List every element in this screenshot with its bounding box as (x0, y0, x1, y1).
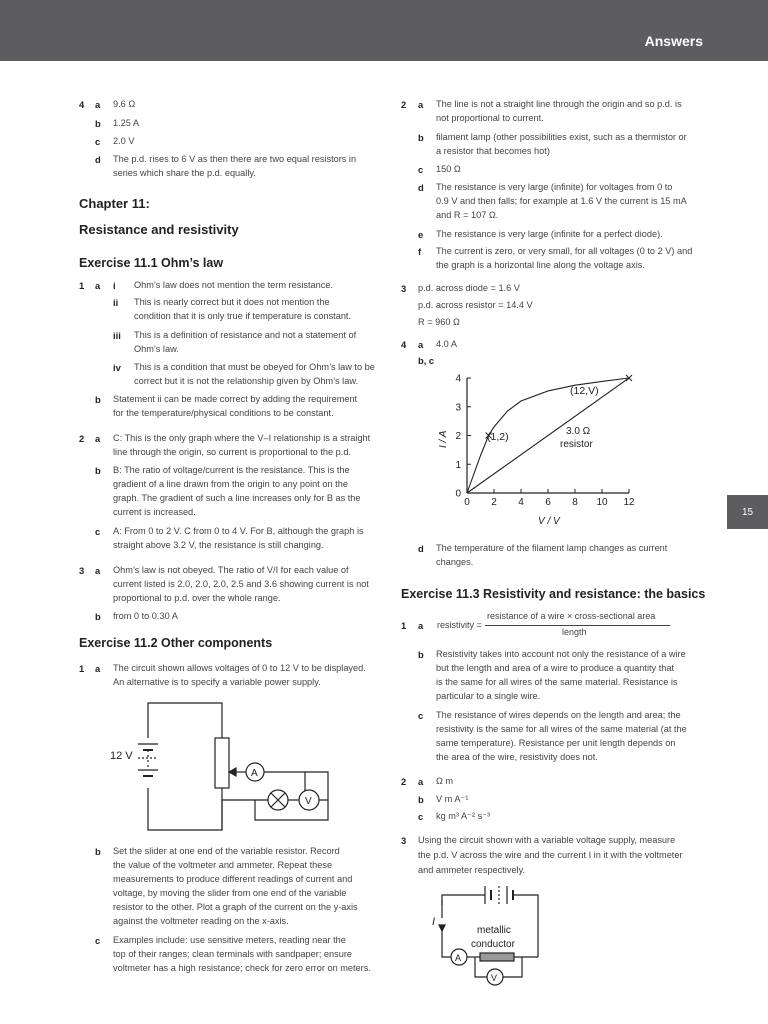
metallic-conductor (480, 953, 514, 961)
point-label-12v: (12,V) (570, 385, 599, 397)
answer-text: particular to a single wire. (436, 691, 541, 701)
answer-text: resistivity is the same for all wires of the same material (at the (436, 724, 687, 734)
part-label: c (95, 935, 101, 946)
subpart-label: iii (113, 330, 121, 341)
part-label: a (95, 99, 101, 110)
part-label: b (418, 132, 424, 143)
resistance-annotation: 3.0 Ω (566, 426, 591, 437)
answer-text: p.d. across resistor = 14.4 V (418, 300, 533, 310)
exercise-heading: Exercise 11.3 Resistivity and resistance: the basics (401, 587, 706, 601)
answer-text: 2.0 V (113, 136, 135, 146)
answer-text: The temperature of the filament lamp changes as current (436, 543, 668, 553)
answer-text: not proportional to current. (436, 113, 544, 123)
resistor-annotation: resistor (560, 439, 593, 450)
fraction-bar (485, 625, 670, 626)
exercise-heading: Exercise 11.1 Ohm’s law (79, 256, 224, 270)
answer-text: line through the origin, so current is proportional to the p.d. (113, 447, 351, 457)
answer-text: resistor to the other. Plot a graph of the current on the y-axis (113, 902, 358, 912)
answer-text: kg m³ A⁻² s⁻³ (436, 811, 491, 821)
question-number: 2 (79, 433, 85, 444)
question-number: 1 (401, 620, 407, 631)
answer-text: Statement ii can be made correct by adding the requirement (113, 394, 358, 404)
answer-text: Resistivity takes into account not only the resistance of a wire (436, 649, 686, 659)
circuit-wire (222, 800, 268, 830)
answer-text: straight above 3.2 V, the resistance is still changing. (113, 540, 324, 550)
answer-text: C: This is the only graph where the V–I relationship is a straight (113, 433, 371, 443)
slider-arrowhead (229, 768, 236, 776)
answer-text: The resistance of wires depends on the length and area; the (436, 710, 681, 720)
question-number: 3 (79, 565, 85, 576)
subpart-label: ii (113, 297, 119, 308)
answer-text: Examples include: use sensitive meters, reading near the (113, 935, 346, 945)
part-label: b (418, 649, 424, 660)
circuit-wire (148, 788, 222, 830)
answer-text: Set the slider at one end of the variable resistor. Record (113, 846, 340, 856)
question-number: 1 (79, 280, 85, 291)
chapter-subtitle: Resistance and resistivity (79, 222, 239, 237)
part-label: a (95, 663, 101, 674)
question-number: 4 (79, 99, 85, 110)
answer-text: correct but it is not the relationship given by Ohm’s law. (134, 376, 359, 386)
part-label: a (418, 339, 424, 350)
part-label: a (418, 776, 424, 787)
part-label: b (95, 118, 101, 129)
answer-text: This is a definition of resistance and not a statement of (134, 330, 357, 340)
answer-text: the graph is a horizontal line along the voltage axis. (436, 260, 645, 270)
answer-text: B: The ratio of voltage/current is the resistance. This is the (113, 465, 350, 475)
answer-text: graph. The gradient of such a line increases only for B as the (113, 493, 361, 503)
answer-text: The current is zero, or very small, for all voltages (0 to 2 V) and (436, 246, 693, 256)
battery-label: 12 V (110, 750, 133, 762)
x-axis-label: V / V (538, 516, 560, 527)
part-label: e (418, 229, 424, 240)
part-label: c (95, 526, 101, 537)
circuit-wire (442, 949, 451, 957)
answer-text: top of their ranges; clean terminals with sandpaper; ensure (113, 949, 353, 959)
formula-lhs: resistivity = (437, 620, 482, 630)
subpart-label: iv (113, 362, 121, 373)
current-arrow (439, 925, 445, 931)
answer-text: measurements to produce different readings of current and (113, 874, 353, 884)
chapter-title: Chapter 11: (79, 196, 150, 211)
conductor-label: metallic (477, 925, 511, 936)
formula-denominator: length (562, 627, 587, 637)
answer-text: The line is not a straight line through the origin and so p.d. is (436, 99, 682, 109)
answer-text: 9.6 Ω (113, 99, 136, 109)
answer-text: The p.d. rises to 6 V as then there are two equal resistors in (113, 154, 357, 164)
answer-text: the area of the wire, resistivity does not. (436, 752, 598, 762)
voltmeter-label: V (305, 796, 312, 807)
answer-text: changes. (436, 557, 474, 567)
answer-text: 0.9 V and then falls; for example at 1.6 V the current is 15 mA (436, 196, 687, 206)
part-label: b (95, 465, 101, 476)
answer-text: proportional to p.d. over the whole range. (113, 593, 281, 603)
answer-text: the value of the voltmeter and ammeter. Repeat these (113, 860, 333, 870)
ammeter-label: A (455, 953, 462, 963)
part-label: d (418, 182, 424, 193)
answer-text: is the same for all wires of the same material. Resistance is (436, 677, 678, 687)
answer-text: This is a condition that must be obeyed for Ohm’s law to be (134, 362, 375, 372)
answer-text: R = 960 Ω (418, 317, 460, 327)
part-label: d (95, 154, 101, 165)
answer-text: but the length and area of a wire to produce a quantity that (436, 663, 675, 673)
variable-resistor (215, 738, 229, 788)
answer-text: V m A⁻¹ (436, 794, 469, 804)
x-tick-label: 8 (572, 497, 578, 508)
resistivity-circuit (430, 880, 550, 990)
answer-text: The circuit shown allows voltages of 0 to 12 V to be displayed. (113, 663, 366, 673)
answer-text: series which share the p.d. equally. (113, 168, 256, 178)
exercise-heading: Exercise 11.2 Other components (79, 636, 273, 650)
answer-text: for the temperature/physical conditions to be constant. (113, 408, 334, 418)
chart-ticks (455, 374, 635, 509)
answer-text: The resistance is very large (infinite) for voltages from 0 to (436, 182, 673, 192)
answer-text: and ammeter respectively. (418, 865, 526, 875)
circuit-wire (513, 895, 538, 957)
question-number: 3 (401, 283, 407, 294)
part-label: a (418, 99, 424, 110)
part-label: b, c (418, 355, 435, 366)
part-label: c (418, 164, 424, 175)
part-label: c (95, 136, 101, 147)
part-label: a (95, 433, 101, 444)
answer-text: current is increased. (113, 507, 196, 517)
y-tick-label: 2 (455, 431, 461, 442)
part-label: b (95, 394, 101, 405)
question-number: 4 (401, 339, 407, 350)
part-label: b (95, 611, 101, 622)
x-tick-label: 0 (464, 497, 470, 508)
x-tick-label: 2 (491, 497, 497, 508)
answer-text: and R = 107 Ω. (436, 210, 499, 220)
y-tick-label: 4 (455, 373, 461, 385)
answer-text: filament lamp (other possibilities exist, such as a thermistor or (436, 132, 687, 142)
page-number-tab (727, 495, 768, 529)
question-number: 3 (401, 835, 407, 846)
question-number: 1 (79, 663, 85, 674)
part-label: c (418, 811, 424, 822)
part-label: a (418, 620, 424, 631)
x-tick-label: 12 (623, 497, 635, 508)
part-label: d (418, 543, 424, 554)
potential-divider-circuit (100, 698, 340, 838)
header-bar (0, 0, 768, 61)
answer-text: gradient of a line drawn from the origin to any point on the (113, 479, 348, 489)
voltmeter-label: V (491, 973, 498, 983)
answer-text: the p.d. V across the wire and the current I in it with the voltmeter (418, 850, 683, 860)
y-tick-label: 3 (455, 402, 461, 414)
circuit-wire (148, 703, 222, 738)
answer-text: 150 Ω (436, 164, 461, 174)
formula-numerator: resistance of a wire × cross-sectional area (487, 611, 656, 621)
header-title: Answers (644, 33, 703, 49)
answer-text: An alternative is to specify a variable power supply. (113, 677, 321, 687)
part-label: f (418, 246, 422, 257)
x-tick-label: 6 (545, 497, 551, 508)
answer-text: a resistor that becomes hot) (436, 146, 550, 156)
answer-text: Ω m (436, 776, 454, 786)
answer-text: Using the circuit shown with a variable voltage supply, measure (418, 835, 676, 845)
answer-text: 1.25 A (113, 118, 140, 128)
question-number: 2 (401, 99, 407, 110)
answer-text: same temperature). Resistance per unit length depends on (436, 738, 676, 748)
part-label: b (418, 794, 424, 805)
y-axis-label: I / A (438, 430, 449, 448)
answer-text: The resistance is very large (infinite for a perfect diode). (436, 229, 663, 239)
answer-text: Ohm’s law does not mention the term resistance. (134, 280, 333, 290)
answer-text: from 0 to 0.30 A (113, 611, 178, 621)
x-tick-label: 10 (596, 497, 608, 508)
y-tick-label: 0 (455, 488, 461, 500)
part-label: a (95, 280, 101, 291)
answer-text: Ohm’s law is not obeyed. The ratio of V/I for each value of (113, 565, 349, 575)
question-number: 2 (401, 776, 407, 787)
y-tick-label: 1 (455, 459, 461, 471)
answer-text: p.d. across diode = 1.6 V (418, 283, 520, 293)
ammeter-label: A (251, 768, 258, 779)
part-label: b (95, 846, 101, 857)
circuit-wire (442, 895, 485, 905)
answer-text: A: From 0 to 2 V. C from 0 to 4 V. For B, although the graph is (113, 526, 364, 536)
answer-text: 4.0 A (436, 339, 457, 349)
answer-text: condition that it is only true if temperature is constant. (134, 311, 352, 321)
point-label-1-2: (1,2) (487, 431, 509, 443)
current-voltage-graph (420, 368, 660, 534)
part-label: a (95, 565, 101, 576)
answer-text: Ohm’s law. (134, 344, 179, 354)
conductor-label: conductor (471, 939, 515, 950)
x-tick-label: 4 (518, 497, 524, 508)
part-label: c (418, 710, 424, 721)
page-number: 15 (741, 506, 754, 518)
answer-text: current listed is 2.0, 2.0, 2.0, 2.5 and 3.6 showing current is not (113, 579, 369, 589)
subpart-label: i (113, 280, 116, 291)
answer-text: against the voltmeter reading on the x-axis. (113, 916, 289, 926)
answer-text: voltmeter has a high resistance; check for zero error on meters. (113, 963, 371, 973)
answer-text: This is nearly correct but it does not mention the (134, 297, 330, 307)
answer-text: voltage, by moving the slider from one end of the variable (113, 888, 347, 898)
current-label: I (432, 916, 436, 928)
